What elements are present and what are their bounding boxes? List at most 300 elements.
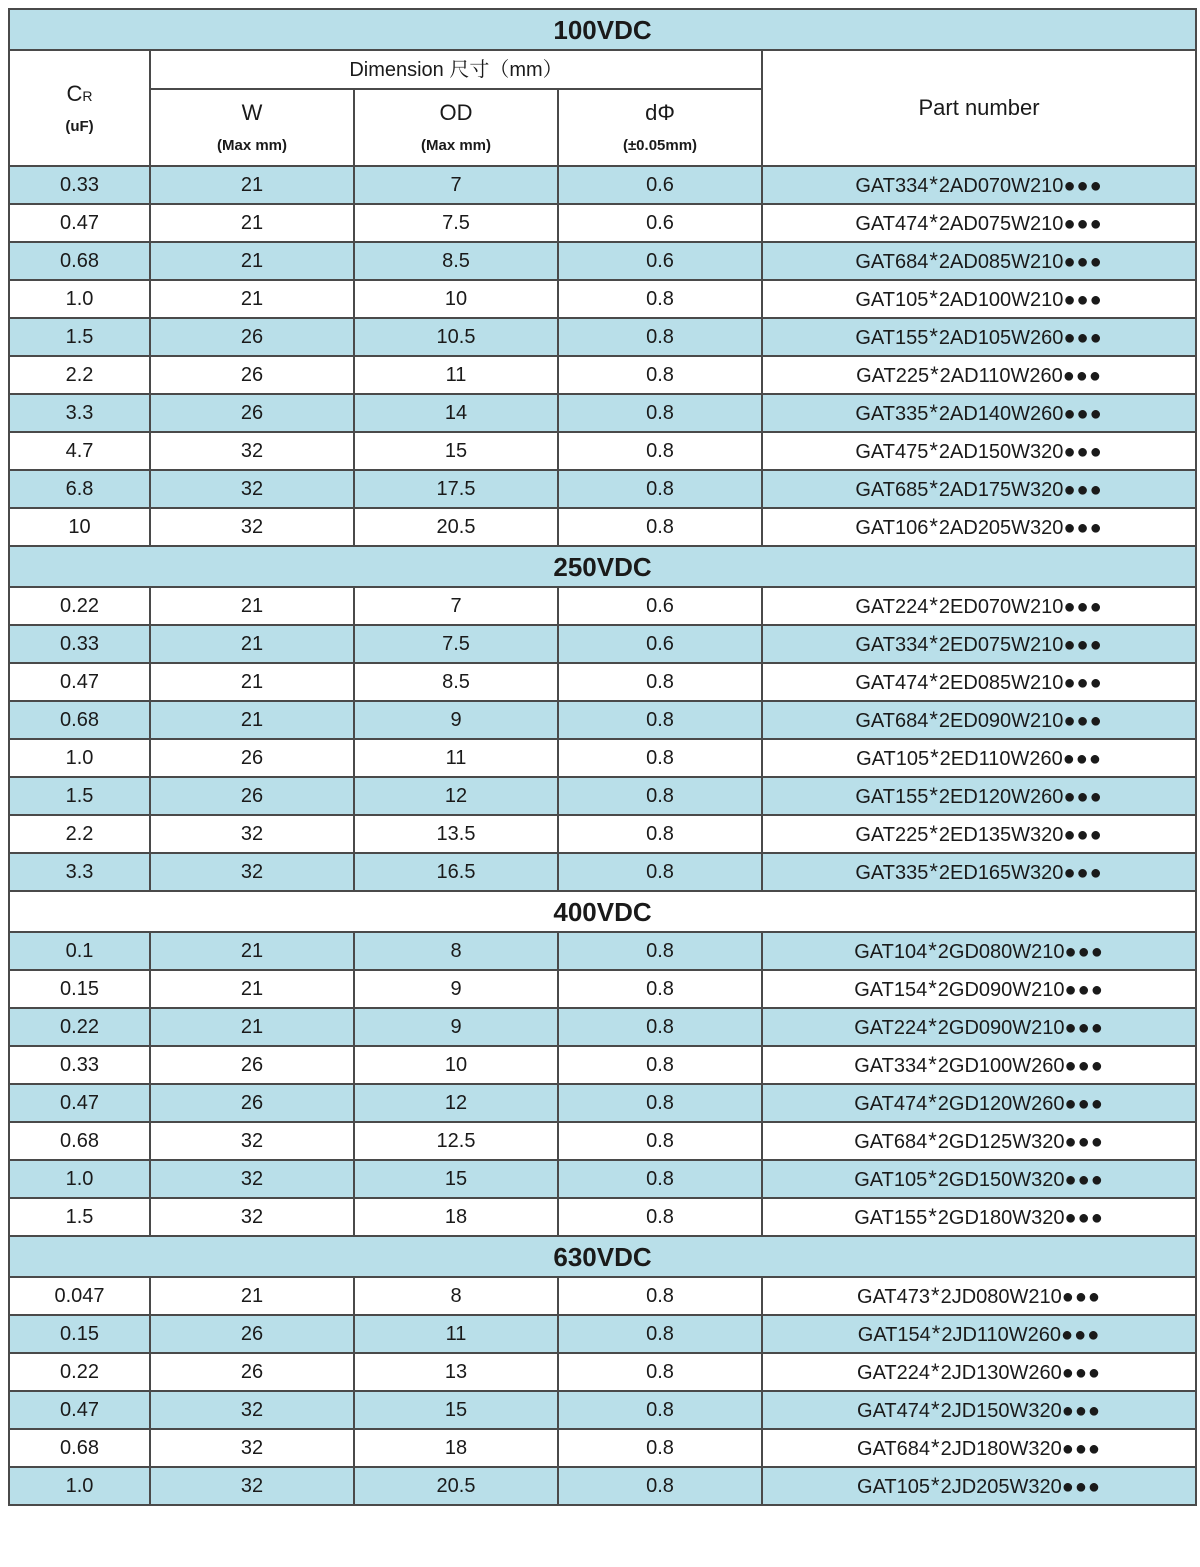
cell-part-number xyxy=(762,1084,1196,1122)
cell-width: 32 xyxy=(150,1467,354,1505)
part-dots: ●●● xyxy=(1063,441,1103,463)
cell-width: 21 xyxy=(150,587,354,625)
cell-capacitance: 0.68 xyxy=(9,1122,150,1160)
cell-part-number xyxy=(762,1160,1196,1198)
cell-part-number xyxy=(762,815,1196,853)
part-star: * xyxy=(928,1052,937,1077)
cell-lead-diameter: 0.8 xyxy=(558,1391,762,1429)
cell-capacitance: 0.33 xyxy=(9,1046,150,1084)
cell-od: 18 xyxy=(354,1429,558,1467)
cell-od: 16.5 xyxy=(354,853,558,891)
part-suffix: 2JD150W320 xyxy=(940,1400,1062,1422)
part-suffix: 2AD150W320 xyxy=(938,441,1064,463)
cell-capacitance: 0.47 xyxy=(9,1391,150,1429)
part-prefix: GAT684 xyxy=(857,1438,931,1460)
header-cr xyxy=(9,50,150,166)
part-prefix: GAT224 xyxy=(855,596,929,618)
cell-width: 21 xyxy=(150,932,354,970)
cell-od: 9 xyxy=(354,970,558,1008)
part-star: * xyxy=(929,859,938,884)
cell-width: 32 xyxy=(150,1429,354,1467)
cell-width: 21 xyxy=(150,242,354,280)
table-row xyxy=(9,815,1196,853)
part-dots: ●●● xyxy=(1063,327,1103,349)
part-dots: ●●● xyxy=(1061,1476,1102,1498)
table-row xyxy=(9,394,1196,432)
cell-width: 21 xyxy=(150,280,354,318)
part-suffix: 2GD120W260 xyxy=(937,1093,1065,1115)
part-dots: ●●● xyxy=(1064,941,1104,963)
part-suffix: 2GD100W260 xyxy=(937,1055,1065,1077)
cell-lead-diameter: 0.8 xyxy=(558,1198,762,1236)
cell-lead-diameter: 0.6 xyxy=(558,204,762,242)
cell-capacitance: 0.68 xyxy=(9,701,150,739)
section-title: 100VDC xyxy=(9,9,1196,50)
part-star: * xyxy=(928,938,937,963)
header-w xyxy=(150,89,354,166)
part-star: * xyxy=(930,745,939,770)
part-dots: ●●● xyxy=(1064,979,1104,1001)
part-star: * xyxy=(931,1435,940,1460)
part-star: * xyxy=(929,438,938,463)
cell-capacitance: 0.33 xyxy=(9,625,150,663)
part-suffix: 2ED120W260 xyxy=(938,786,1064,808)
part-prefix: GAT335 xyxy=(855,403,929,425)
cell-capacitance: 0.47 xyxy=(9,204,150,242)
header-cr-label xyxy=(10,80,149,106)
cell-part-number xyxy=(762,625,1196,663)
table-row xyxy=(9,1353,1196,1391)
cell-part-number xyxy=(762,432,1196,470)
cell-capacitance: 0.33 xyxy=(9,166,150,204)
part-star: * xyxy=(931,1397,940,1422)
cell-lead-diameter: 0.8 xyxy=(558,394,762,432)
table-row xyxy=(9,1198,1196,1236)
header-part-number xyxy=(762,50,1196,166)
table-row xyxy=(9,356,1196,394)
cell-lead-diameter: 0.8 xyxy=(558,318,762,356)
part-suffix: 2AD205W320 xyxy=(938,517,1064,539)
cell-width: 26 xyxy=(150,777,354,815)
part-dots: ●●● xyxy=(1064,1207,1104,1229)
cell-part-number xyxy=(762,394,1196,432)
cell-part-number xyxy=(762,280,1196,318)
part-suffix: 2ED090W210 xyxy=(938,710,1064,732)
cell-capacitance: 3.3 xyxy=(9,853,150,891)
header-d-label: dΦ xyxy=(645,100,675,125)
cell-part-number xyxy=(762,1429,1196,1467)
part-star: * xyxy=(929,248,938,273)
cell-width: 32 xyxy=(150,1198,354,1236)
cell-lead-diameter: 0.8 xyxy=(558,1277,762,1315)
part-prefix: GAT105 xyxy=(856,748,930,770)
part-star: * xyxy=(929,783,938,808)
table-row xyxy=(9,1008,1196,1046)
part-dots: ●●● xyxy=(1061,1438,1102,1460)
cell-od: 17.5 xyxy=(354,470,558,508)
cell-lead-diameter: 0.8 xyxy=(558,815,762,853)
cell-lead-diameter: 0.8 xyxy=(558,739,762,777)
part-dots: ●●● xyxy=(1061,1362,1102,1384)
part-star: * xyxy=(929,324,938,349)
table-row xyxy=(9,508,1196,546)
part-dots: ●●● xyxy=(1063,479,1103,501)
section-header-row xyxy=(9,546,1196,587)
cell-capacitance: 0.68 xyxy=(9,1429,150,1467)
cell-od: 8 xyxy=(354,932,558,970)
cell-part-number xyxy=(762,1353,1196,1391)
cell-width: 26 xyxy=(150,356,354,394)
part-star: * xyxy=(929,172,938,197)
part-suffix: 2JD110W260 xyxy=(941,1324,1062,1346)
cell-width: 32 xyxy=(150,815,354,853)
part-suffix: 2GD080W210 xyxy=(937,941,1065,963)
part-dots: ●●● xyxy=(1063,824,1103,846)
part-suffix: 2JD205W320 xyxy=(940,1476,1062,1498)
cell-od: 11 xyxy=(354,1315,558,1353)
part-dots: ●●● xyxy=(1061,1286,1102,1308)
table-row xyxy=(9,166,1196,204)
cell-part-number xyxy=(762,1122,1196,1160)
part-dots: ●●● xyxy=(1061,1324,1101,1346)
part-prefix: GAT684 xyxy=(855,710,929,732)
cell-width: 26 xyxy=(150,1315,354,1353)
part-dots: ●●● xyxy=(1062,748,1102,770)
part-dots: ●●● xyxy=(1063,786,1103,808)
cell-capacitance: 0.22 xyxy=(9,587,150,625)
section-header-row xyxy=(9,891,1196,932)
part-dots: ●●● xyxy=(1063,289,1103,311)
part-dots: ●●● xyxy=(1064,1131,1104,1153)
part-prefix: GAT155 xyxy=(854,1207,928,1229)
cell-part-number xyxy=(762,1008,1196,1046)
part-suffix: 2ED075W210 xyxy=(938,634,1064,656)
part-prefix: GAT684 xyxy=(854,1131,928,1153)
part-suffix: 2JD080W210 xyxy=(940,1286,1062,1308)
cell-width: 21 xyxy=(150,970,354,1008)
part-prefix: GAT474 xyxy=(854,1093,928,1115)
table-row xyxy=(9,970,1196,1008)
cell-part-number xyxy=(762,777,1196,815)
cell-width: 26 xyxy=(150,394,354,432)
cell-part-number xyxy=(762,470,1196,508)
part-prefix: GAT154 xyxy=(854,979,928,1001)
cell-capacitance: 1.5 xyxy=(9,777,150,815)
cell-od: 20.5 xyxy=(354,508,558,546)
part-star: * xyxy=(929,593,938,618)
table-row xyxy=(9,1277,1196,1315)
part-star: * xyxy=(931,1321,941,1346)
part-suffix: 2JD180W320 xyxy=(940,1438,1062,1460)
cell-lead-diameter: 0.8 xyxy=(558,508,762,546)
table-row xyxy=(9,318,1196,356)
part-star: * xyxy=(929,286,938,311)
part-star: * xyxy=(928,976,937,1001)
table-row xyxy=(9,1315,1196,1353)
header-w-label: W xyxy=(241,100,263,125)
cell-capacitance: 0.1 xyxy=(9,932,150,970)
part-prefix: GAT105 xyxy=(855,289,929,311)
capacitor-spec-table xyxy=(8,8,1197,1506)
part-star: * xyxy=(929,669,938,694)
cell-od: 11 xyxy=(354,739,558,777)
part-prefix: GAT685 xyxy=(855,479,929,501)
header-od-sub: (Max mm) xyxy=(420,137,491,154)
header-od xyxy=(354,89,558,166)
table-row xyxy=(9,1160,1196,1198)
part-suffix: 2ED110W260 xyxy=(939,748,1063,770)
cell-od: 12 xyxy=(354,1084,558,1122)
cell-capacitance: 4.7 xyxy=(9,432,150,470)
cell-width: 32 xyxy=(150,853,354,891)
part-star: * xyxy=(929,210,938,235)
cell-od: 9 xyxy=(354,1008,558,1046)
part-star: * xyxy=(930,362,939,387)
part-dots: ●●● xyxy=(1062,365,1102,387)
cell-lead-diameter: 0.8 xyxy=(558,1122,762,1160)
cell-capacitance: 0.68 xyxy=(9,242,150,280)
part-prefix: GAT105 xyxy=(854,1169,928,1191)
table-row xyxy=(9,1122,1196,1160)
table-row xyxy=(9,777,1196,815)
cell-lead-diameter: 0.8 xyxy=(558,1353,762,1391)
cell-part-number xyxy=(762,1046,1196,1084)
header-cr-unit: (uF) xyxy=(65,117,94,135)
part-star: * xyxy=(928,1014,937,1039)
cell-lead-diameter: 0.6 xyxy=(558,625,762,663)
cell-width: 32 xyxy=(150,1160,354,1198)
cell-lead-diameter: 0.6 xyxy=(558,587,762,625)
cell-od: 8.5 xyxy=(354,663,558,701)
part-star: * xyxy=(928,1166,937,1191)
cell-capacitance: 0.22 xyxy=(9,1008,150,1046)
cell-part-number xyxy=(762,166,1196,204)
cell-capacitance: 1.5 xyxy=(9,1198,150,1236)
table-row xyxy=(9,1391,1196,1429)
cell-od: 7 xyxy=(354,166,558,204)
cell-part-number xyxy=(762,1277,1196,1315)
part-dots: ●●● xyxy=(1064,1055,1104,1077)
part-star: * xyxy=(929,631,938,656)
part-suffix: 2AD070W210 xyxy=(938,175,1064,197)
table-row xyxy=(9,701,1196,739)
part-star: * xyxy=(929,514,938,539)
cell-lead-diameter: 0.8 xyxy=(558,853,762,891)
cell-part-number xyxy=(762,1467,1196,1505)
cell-capacitance: 0.47 xyxy=(9,1084,150,1122)
cell-capacitance: 0.15 xyxy=(9,1315,150,1353)
cell-od: 7.5 xyxy=(354,204,558,242)
part-star: * xyxy=(929,476,938,501)
cell-od: 12.5 xyxy=(354,1122,558,1160)
cell-lead-diameter: 0.8 xyxy=(558,1315,762,1353)
cell-width: 21 xyxy=(150,625,354,663)
part-prefix: GAT475 xyxy=(855,441,929,463)
cell-part-number xyxy=(762,508,1196,546)
part-star: * xyxy=(929,821,938,846)
table-row xyxy=(9,853,1196,891)
part-suffix: 2ED070W210 xyxy=(938,596,1064,618)
cell-width: 21 xyxy=(150,1277,354,1315)
part-dots: ●●● xyxy=(1064,1169,1104,1191)
cell-od: 20.5 xyxy=(354,1467,558,1505)
cell-part-number xyxy=(762,932,1196,970)
part-suffix: 2GD090W210 xyxy=(937,979,1065,1001)
cell-width: 32 xyxy=(150,1391,354,1429)
cell-lead-diameter: 0.8 xyxy=(558,470,762,508)
cell-width: 32 xyxy=(150,432,354,470)
part-prefix: GAT225 xyxy=(856,365,930,387)
cell-lead-diameter: 0.8 xyxy=(558,432,762,470)
part-suffix: 2AD100W210 xyxy=(938,289,1064,311)
cell-capacitance: 1.0 xyxy=(9,739,150,777)
cell-width: 21 xyxy=(150,204,354,242)
table-row xyxy=(9,932,1196,970)
part-prefix: GAT104 xyxy=(854,941,928,963)
cell-capacitance: 2.2 xyxy=(9,356,150,394)
part-suffix: 2AD075W210 xyxy=(938,213,1064,235)
part-star: * xyxy=(929,707,938,732)
cell-lead-diameter: 0.8 xyxy=(558,1084,762,1122)
header-cr-letter: C xyxy=(66,80,83,106)
part-dots: ●●● xyxy=(1063,596,1103,618)
table-row xyxy=(9,280,1196,318)
part-prefix: GAT474 xyxy=(855,672,929,694)
part-prefix: GAT334 xyxy=(855,634,929,656)
cell-width: 26 xyxy=(150,1353,354,1391)
part-dots: ●●● xyxy=(1063,710,1103,732)
header-part-label: Part number xyxy=(918,95,1040,120)
cell-width: 32 xyxy=(150,1122,354,1160)
cell-part-number xyxy=(762,356,1196,394)
cell-part-number xyxy=(762,204,1196,242)
part-prefix: GAT473 xyxy=(857,1286,931,1308)
cell-capacitance: 1.0 xyxy=(9,1467,150,1505)
part-suffix: 2GD125W320 xyxy=(937,1131,1065,1153)
part-suffix: 2GD180W320 xyxy=(937,1207,1065,1229)
cell-od: 12 xyxy=(354,777,558,815)
cell-width: 26 xyxy=(150,318,354,356)
cell-capacitance: 1.5 xyxy=(9,318,150,356)
part-dots: ●●● xyxy=(1063,862,1103,884)
cell-capacitance: 0.47 xyxy=(9,663,150,701)
cell-capacitance: 1.0 xyxy=(9,1160,150,1198)
header-d xyxy=(558,89,762,166)
table-row xyxy=(9,663,1196,701)
part-dots: ●●● xyxy=(1063,403,1103,425)
part-prefix: GAT106 xyxy=(855,517,929,539)
part-prefix: GAT154 xyxy=(857,1324,931,1346)
cell-width: 21 xyxy=(150,663,354,701)
cell-part-number xyxy=(762,739,1196,777)
cell-width: 21 xyxy=(150,1008,354,1046)
part-suffix: 2AD175W320 xyxy=(938,479,1064,501)
header-dimension: Dimension 尺寸（mm） xyxy=(150,50,762,89)
cell-part-number xyxy=(762,701,1196,739)
table-row xyxy=(9,470,1196,508)
part-dots: ●●● xyxy=(1063,517,1103,539)
cell-od: 15 xyxy=(354,1391,558,1429)
cell-capacitance: 10 xyxy=(9,508,150,546)
cell-capacitance: 6.8 xyxy=(9,470,150,508)
table-row xyxy=(9,204,1196,242)
cell-part-number xyxy=(762,1315,1196,1353)
cell-od: 10 xyxy=(354,1046,558,1084)
cell-od: 15 xyxy=(354,432,558,470)
cell-lead-diameter: 0.8 xyxy=(558,970,762,1008)
part-prefix: GAT155 xyxy=(855,327,929,349)
part-prefix: GAT474 xyxy=(857,1400,931,1422)
cell-lead-diameter: 0.8 xyxy=(558,356,762,394)
cell-capacitance: 2.2 xyxy=(9,815,150,853)
cell-part-number xyxy=(762,1391,1196,1429)
part-prefix: GAT474 xyxy=(855,213,929,235)
table-row xyxy=(9,587,1196,625)
cell-lead-diameter: 0.8 xyxy=(558,701,762,739)
section-title: 400VDC xyxy=(9,891,1196,932)
part-star: * xyxy=(928,1090,937,1115)
part-dots: ●●● xyxy=(1061,1400,1102,1422)
cell-width: 26 xyxy=(150,1084,354,1122)
cell-lead-diameter: 0.6 xyxy=(558,242,762,280)
part-suffix: 2ED135W320 xyxy=(938,824,1064,846)
cell-width: 26 xyxy=(150,739,354,777)
cell-capacitance: 0.22 xyxy=(9,1353,150,1391)
part-suffix: 2ED085W210 xyxy=(938,672,1064,694)
cell-lead-diameter: 0.8 xyxy=(558,1467,762,1505)
table-row xyxy=(9,1467,1196,1505)
cell-width: 21 xyxy=(150,166,354,204)
cell-od: 13 xyxy=(354,1353,558,1391)
part-dots: ●●● xyxy=(1063,672,1103,694)
cell-lead-diameter: 0.8 xyxy=(558,1160,762,1198)
table-row xyxy=(9,432,1196,470)
cell-part-number xyxy=(762,1198,1196,1236)
part-prefix: GAT334 xyxy=(855,175,929,197)
section-title: 630VDC xyxy=(9,1236,1196,1277)
part-star: * xyxy=(928,1204,937,1229)
cell-width: 32 xyxy=(150,470,354,508)
part-star: * xyxy=(931,1473,940,1498)
table-row xyxy=(9,242,1196,280)
cell-capacitance: 0.047 xyxy=(9,1277,150,1315)
cell-capacitance: 0.15 xyxy=(9,970,150,1008)
part-prefix: GAT334 xyxy=(854,1055,928,1077)
part-suffix: 2AD140W260 xyxy=(938,403,1064,425)
cell-od: 14 xyxy=(354,394,558,432)
section-header-row xyxy=(9,1236,1196,1277)
section-header-row xyxy=(9,9,1196,50)
part-suffix: 2AD085W210 xyxy=(938,251,1064,273)
part-suffix: 2ED165W320 xyxy=(938,862,1064,884)
cell-od: 10.5 xyxy=(354,318,558,356)
table-row xyxy=(9,1084,1196,1122)
cell-od: 7 xyxy=(354,587,558,625)
cell-od: 8.5 xyxy=(354,242,558,280)
part-suffix: 2AD110W260 xyxy=(939,365,1063,387)
cell-lead-diameter: 0.8 xyxy=(558,280,762,318)
cell-part-number xyxy=(762,663,1196,701)
part-prefix: GAT684 xyxy=(855,251,929,273)
cell-part-number xyxy=(762,970,1196,1008)
part-prefix: GAT155 xyxy=(855,786,929,808)
table-row xyxy=(9,739,1196,777)
header-cr-subscript: R xyxy=(82,87,93,104)
cell-lead-diameter: 0.8 xyxy=(558,932,762,970)
cell-lead-diameter: 0.8 xyxy=(558,1046,762,1084)
part-star: * xyxy=(931,1283,940,1308)
cell-capacitance: 1.0 xyxy=(9,280,150,318)
